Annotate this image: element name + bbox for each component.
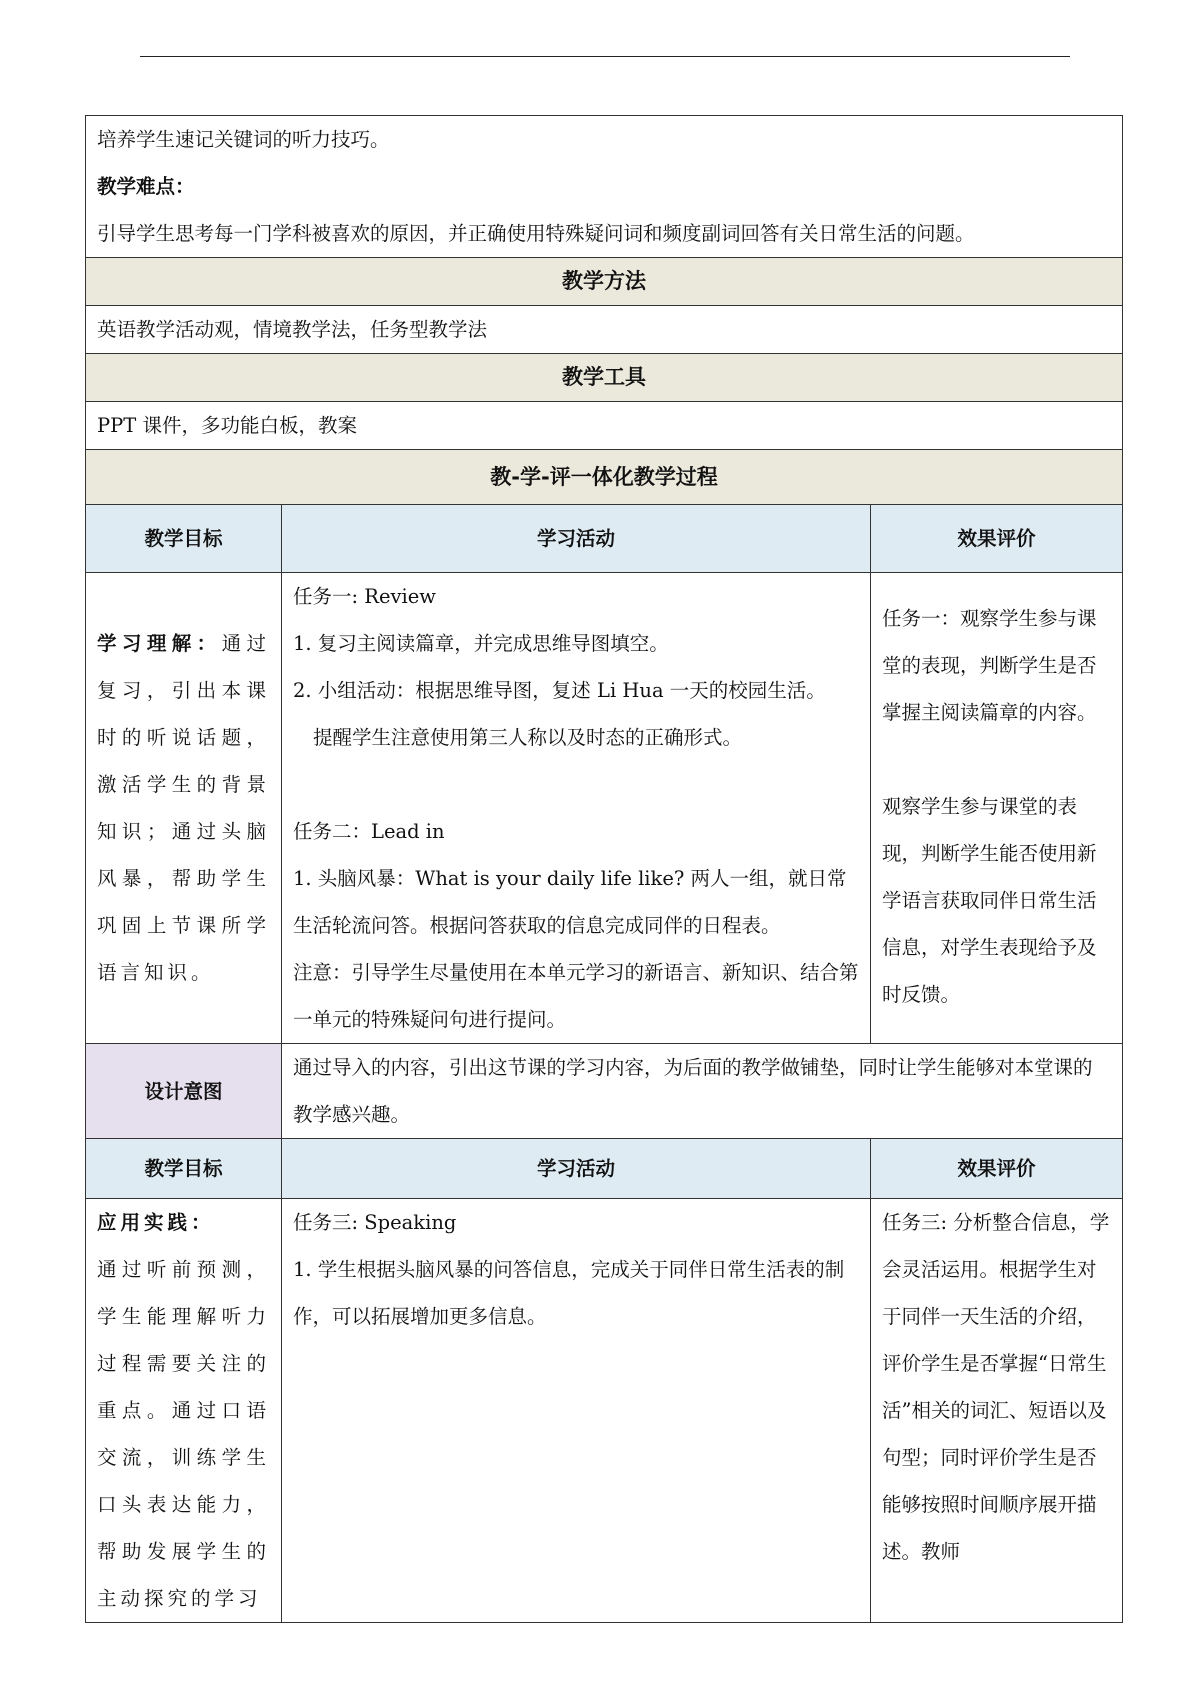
column-header-row-2 [86,1139,1123,1199]
block1-goal-label: 学习理解： [97,632,222,655]
task3-title: 任务三: Speaking [293,1211,457,1234]
lesson-plan-table [85,115,1123,1623]
col-activity-header: 学习活动 [282,1139,871,1199]
tools-header-row [86,354,1123,402]
block2-goal-label: 应用实践： [97,1211,215,1234]
spacer [293,761,859,808]
tools-text: PPT 课件，多功能白板，教案 [86,402,1123,450]
design-row [86,1044,1123,1139]
methods-header-row [86,258,1123,306]
spacer [882,736,1111,783]
difficulty-row [86,116,1123,258]
column-header-row [86,505,1123,573]
task2-item1: 1. 头脑风暴：What is your daily life like? 两人一组，就日常生活轮流问答。根据问答获取的信息完成同伴的日程表。 [293,867,847,937]
tools-title: 教学工具 [86,354,1123,402]
block1-eval2: 观察学生参与课堂的表现，判断学生能否使用新学语言获取同伴日常生活信息，对学生表现给予及时反馈。 [882,795,1097,1006]
methods-row [86,306,1123,354]
block2-row [86,1199,1123,1623]
design-label: 设计意图 [86,1044,282,1139]
block1-activity-cell [282,573,871,1044]
col-goal-header: 教学目标 [86,1139,282,1199]
methods-text: 英语教学活动观，情境教学法，任务型教学法 [86,306,1123,354]
col-goal-header: 教学目标 [86,505,282,573]
block1-goal-text: 通过复习，引出本课时的听说话题，激活学生的背景知识；通过头脑风暴，帮助学生巩固上节课所学语言知识。 [97,632,270,984]
block1-evaluation-cell [871,573,1123,1044]
process-title: 教-学-评一体化教学过程 [86,450,1123,505]
difficulty-text: 引导学生思考每一门学科被喜欢的原因，并正确使用特殊疑问词和频度副词回答有关日常生活的问题。 [97,222,975,245]
block2-activity-cell [282,1199,871,1623]
block2-goal-text: 通过听前预测，学生能理解听力过程需要关注的重点。通过口语交流，训练学生口头表达能力，帮助发展学生的主动探究的学习 [97,1258,270,1610]
block1-row [86,573,1123,1044]
design-text: 通过导入的内容，引出这节课的学习内容，为后面的教学做铺垫，同时让学生能够对本堂课的教学感兴趣。 [282,1044,1123,1139]
difficulty-label: 教学难点： [97,175,195,198]
task1-title: 任务一: Review [293,585,436,608]
task2-title: 任务二：Lead in [293,820,445,843]
block1-eval1: 任务一：观察学生参与课堂的表现，判断学生是否掌握主阅读篇章的内容。 [882,607,1097,724]
col-evaluation-header: 效果评价 [871,1139,1123,1199]
task1-item2: 2. 小组活动：根据思维导图，复述 Li Hua 一天的校园生活。 [293,679,826,702]
task3-item1: 1. 学生根据头脑风暴的问答信息，完成关于同伴日常生活表的制作，可以拓展增加更多信息。 [293,1258,845,1328]
task2-note: 注意：引导学生尽量使用在本单元学习的新语言、新知识、结合第一单元的特殊疑问句进行提问。 [293,961,859,1031]
process-header-row [86,450,1123,505]
block1-goal-cell [86,573,282,1044]
methods-title: 教学方法 [86,258,1123,306]
task1-item2-note: 提醒学生注意使用第三人称以及时态的正确形式。 [313,726,743,749]
block2-eval: 任务三: 分析整合信息，学会灵活运用。根据学生对于同伴一天生活的介绍，评价学生是否掌握“日常生活”相关的词汇、短语以及句型；同时评价学生是否能够按照时间顺序展开描述。教师 [882,1211,1110,1563]
col-evaluation-header: 效果评价 [871,505,1123,573]
listening-skill-text: 培养学生速记关键词的听力技巧。 [97,128,390,151]
tools-row [86,402,1123,450]
block2-goal-cell [86,1199,282,1623]
task1-item1: 1. 复习主阅读篇章，并完成思维导图填空。 [293,632,669,655]
block2-evaluation-cell [871,1199,1123,1623]
header-rule [140,56,1070,57]
col-activity-header: 学习活动 [282,505,871,573]
